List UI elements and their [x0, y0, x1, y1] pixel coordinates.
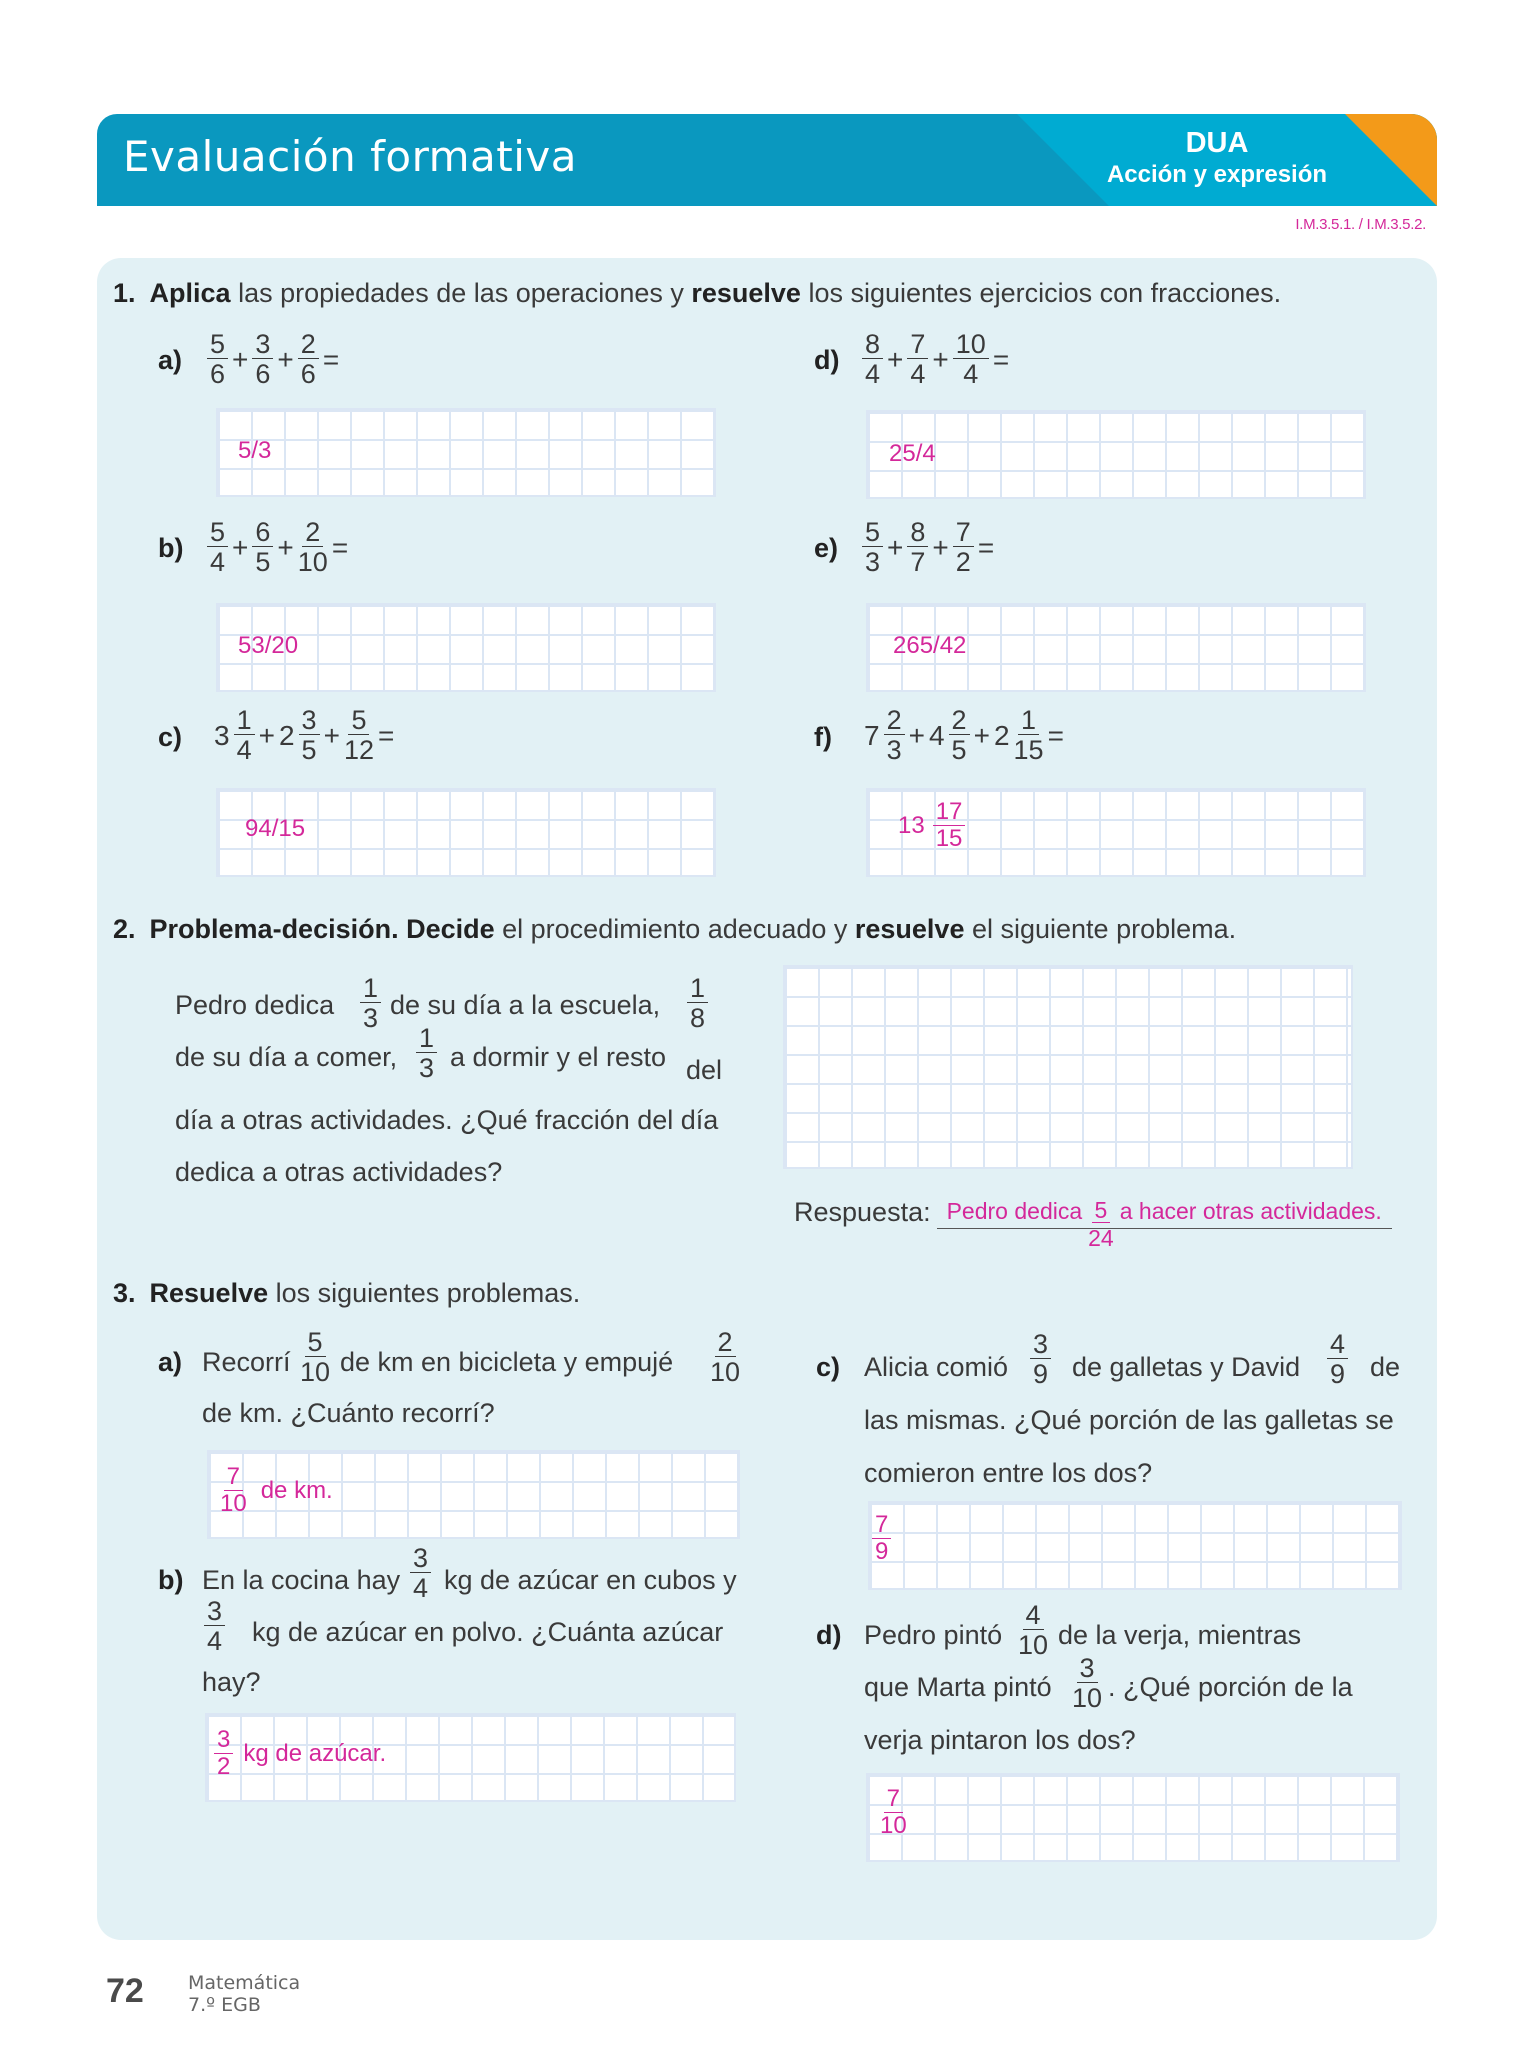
fraction	[907, 330, 928, 389]
text: Pedro dedica	[175, 990, 335, 1020]
numerator: 3	[410, 1544, 431, 1573]
plus-sign: +	[232, 531, 249, 563]
numerator: 3	[299, 706, 320, 735]
problem-3c-text-3: de	[1370, 1352, 1401, 1382]
answer-f	[898, 799, 967, 852]
denominator: 24	[1088, 1225, 1114, 1251]
numerator: 6	[252, 518, 273, 547]
problem-2-line-2c: del	[686, 1055, 723, 1085]
answer-a: 5/3	[238, 437, 272, 464]
question-2-title	[113, 914, 1236, 945]
instruction-text: las propiedades de las operaciones y	[230, 278, 692, 308]
fraction	[949, 706, 970, 765]
numerator: 10	[953, 330, 989, 359]
work-grid-problem-2[interactable]	[783, 965, 1353, 1169]
equals-sign: =	[992, 343, 1010, 375]
problem-3d-text-3: que Marta pintó	[864, 1672, 1052, 1702]
fraction	[862, 330, 883, 389]
expression-f	[862, 706, 1066, 765]
denominator: 4	[963, 359, 979, 389]
fraction	[344, 706, 374, 765]
whole-number: 7	[864, 719, 880, 751]
numerator: 7	[907, 330, 928, 359]
answer-text: a hacer otras actividades.	[1119, 1198, 1382, 1224]
problem-3d-text-4: . ¿Qué porción de la	[1108, 1672, 1353, 1702]
numerator: 2	[298, 330, 319, 359]
numerator: 8	[862, 330, 883, 359]
answer-fraction	[1088, 1198, 1114, 1253]
denominator: 10	[300, 1357, 331, 1387]
numerator: 3	[252, 330, 273, 359]
section-header	[97, 114, 1437, 206]
denominator: 2	[217, 1753, 231, 1780]
denominator: 3	[865, 547, 881, 577]
plus-sign: +	[932, 531, 949, 563]
question-3-title	[113, 1278, 580, 1309]
numerator: 3	[1077, 1654, 1098, 1683]
denominator: 9	[1330, 1359, 1346, 1389]
problem-3d-text-5: verja pintaron los dos?	[864, 1725, 1136, 1755]
whole-number: 4	[928, 719, 945, 751]
answer-fraction	[880, 1786, 907, 1839]
problem-3a-text-3: de km. ¿Cuánto recorrí?	[202, 1398, 495, 1428]
dua-subtitle: Acción y expresión	[1106, 161, 1328, 188]
fraction-3-9	[1028, 1330, 1053, 1389]
plus-sign: +	[887, 531, 904, 563]
answer-grid-a[interactable]	[216, 408, 716, 497]
denominator: 5	[255, 547, 271, 577]
problem-2-line-1	[175, 990, 334, 1021]
verb-bold: Resuelve	[149, 1278, 269, 1308]
instruction-text: el procedimiento adecuado y	[494, 914, 855, 944]
denominator: 5	[951, 735, 967, 765]
numerator: 3	[214, 1727, 233, 1754]
response-line	[794, 1195, 1392, 1251]
answer-3c	[870, 1512, 893, 1565]
denominator: 3	[363, 1003, 379, 1033]
whole-number: 2	[278, 719, 295, 751]
denominator: 10	[880, 1812, 907, 1839]
fraction	[234, 706, 255, 765]
plus-sign: +	[232, 343, 249, 375]
page-number: 72	[106, 1972, 144, 2010]
fraction	[862, 518, 883, 577]
problem-3c-text-5: comieron entre los dos?	[864, 1458, 1153, 1488]
numerator: 5	[1092, 1198, 1111, 1223]
numerator: 1	[1018, 706, 1039, 735]
numerator: 2	[715, 1328, 736, 1357]
grade: 7.º EGB	[188, 1994, 261, 2016]
fraction-3-4	[408, 1544, 433, 1603]
denominator: 10	[1018, 1630, 1049, 1660]
denominator: 9	[1033, 1359, 1049, 1389]
instruction-text: el siguiente problema.	[964, 914, 1237, 944]
fraction	[252, 518, 273, 577]
instruction-text: los siguientes ejercicios con fracciones.	[800, 278, 1282, 308]
dua-badge	[1087, 126, 1347, 190]
fraction-3-10	[1070, 1654, 1104, 1713]
answer-text: Pedro dedica	[946, 1198, 1083, 1224]
equals-sign: =	[377, 719, 395, 751]
plus-sign: +	[932, 343, 949, 375]
equals-sign: =	[331, 531, 349, 563]
fraction	[207, 330, 228, 389]
numerator: 2	[884, 706, 905, 735]
numerator: 1	[687, 974, 708, 1003]
numerator: 2	[302, 518, 323, 547]
denominator: 10	[297, 547, 328, 577]
fraction-4-9	[1325, 1330, 1350, 1389]
denominator: 9	[875, 1538, 889, 1565]
numerator: 2	[949, 706, 970, 735]
expression-b	[205, 518, 350, 577]
problem-2-line-2b: a dormir y el resto	[450, 1042, 667, 1072]
problem-3b-text-2: kg de azúcar en cubos y	[444, 1565, 737, 1595]
verb-bold: Aplica	[149, 278, 231, 308]
whole-number: 3	[214, 719, 230, 751]
response-label: Respuesta:	[794, 1196, 931, 1227]
fraction	[953, 330, 989, 389]
answer-fraction	[872, 1512, 891, 1565]
fraction	[907, 518, 928, 577]
denominator: 4	[910, 359, 926, 389]
fraction-1-8	[685, 974, 710, 1033]
problem-3c-text-2: de galletas y David	[1072, 1352, 1301, 1382]
fraction-5-10	[298, 1328, 332, 1387]
fraction-2-10	[708, 1328, 742, 1387]
fraction	[298, 518, 328, 577]
numerator: 5	[305, 1328, 326, 1357]
numerator: 4	[1327, 1330, 1348, 1359]
denominator: 15	[935, 825, 963, 852]
plus-sign: +	[277, 343, 294, 375]
numerator: 17	[933, 799, 966, 826]
answer-d: 25/4	[889, 440, 936, 467]
problem-3b-text-4: hay?	[202, 1667, 261, 1697]
item-label-e: e)	[814, 533, 839, 563]
numerator: 4	[1023, 1601, 1044, 1630]
item-label-3a: a)	[158, 1347, 183, 1377]
denominator: 10	[220, 1490, 247, 1517]
denominator: 2	[955, 547, 971, 577]
instruction-text: los siguientes problemas.	[268, 1278, 581, 1308]
denominator: 4	[236, 735, 252, 765]
problem-3a-text-1: Recorrí	[202, 1347, 291, 1377]
numerator: 3	[204, 1597, 225, 1626]
answer-whole: 13	[898, 811, 925, 839]
denominator: 3	[419, 1053, 435, 1083]
question-number: 3.	[113, 1278, 136, 1308]
denominator: 12	[343, 735, 374, 765]
answer-text: kg de azúcar.	[243, 1739, 387, 1767]
plus-sign: +	[258, 719, 275, 751]
whole-number: 2	[993, 719, 1010, 751]
denominator: 10	[1072, 1683, 1103, 1713]
problem-2-line-3: día a otras actividades. ¿Qué fracción del día	[175, 1105, 719, 1135]
question-number: 2.	[113, 914, 136, 944]
fraction-1-3-b	[414, 1024, 439, 1083]
problem-2-line-1b: de su día a la escuela,	[390, 990, 661, 1020]
question-number: 1.	[113, 278, 136, 308]
fraction	[252, 330, 273, 389]
item-label-b: b)	[158, 533, 184, 563]
plus-sign: +	[277, 531, 294, 563]
answer-text: de km.	[260, 1476, 333, 1504]
fraction-4-10	[1016, 1601, 1050, 1660]
item-label-c: c)	[158, 722, 183, 752]
plus-sign: +	[323, 719, 340, 751]
item-label-a: a)	[158, 345, 183, 375]
denominator: 6	[300, 359, 316, 389]
numerator: 5	[862, 518, 883, 547]
indicator-codes: I.M.3.5.1. / I.M.3.5.2.	[1295, 216, 1426, 233]
verb-bold: resuelve	[854, 914, 965, 944]
problem-3b-text-1: En la cocina hay	[202, 1565, 401, 1595]
fraction	[953, 518, 974, 577]
numerator: 5	[348, 706, 369, 735]
equals-sign: =	[322, 343, 340, 375]
dua-title: DUA	[1185, 127, 1249, 159]
answer-grid-d[interactable]	[866, 410, 1366, 499]
answer-c: 94/15	[245, 815, 306, 842]
fraction	[884, 706, 905, 765]
numerator: 1	[360, 974, 381, 1003]
answer-fraction	[214, 1727, 233, 1780]
denominator: 10	[710, 1357, 741, 1387]
item-label-3c: c)	[816, 1352, 841, 1382]
problem-3d-text-2: de la verja, mientras	[1058, 1620, 1302, 1650]
page-title: Evaluación formativa	[123, 132, 577, 181]
problem-3d-text-1: Pedro pintó	[864, 1620, 1003, 1650]
fraction	[1014, 706, 1044, 765]
answer-3b	[212, 1727, 386, 1780]
item-label-d: d)	[814, 345, 840, 375]
expression-e	[860, 518, 996, 577]
expression-a	[205, 330, 341, 389]
plus-sign: +	[973, 719, 990, 751]
denominator: 8	[690, 1003, 706, 1033]
denominator: 6	[210, 359, 226, 389]
item-label-3d: d)	[816, 1620, 842, 1650]
numerator: 5	[207, 330, 228, 359]
fraction	[299, 706, 320, 765]
fraction-1-3	[358, 974, 383, 1033]
problem-3c-text-1: Alicia comió	[864, 1352, 1009, 1382]
answer-grid-3d[interactable]	[866, 1773, 1400, 1862]
fraction	[298, 330, 319, 389]
problem-3b-text-3: kg de azúcar en polvo. ¿Cuánta azúcar	[252, 1617, 724, 1647]
denominator: 4	[413, 1573, 429, 1603]
book-info	[188, 1972, 300, 2016]
problem-2-line-2: de su día a comer,	[175, 1042, 398, 1072]
item-label-f: f)	[814, 722, 832, 752]
answer-3d	[878, 1786, 909, 1839]
expression-d	[860, 330, 1011, 389]
equals-sign: =	[1047, 719, 1064, 751]
verb-bold: Problema-decisión. Decide	[149, 914, 495, 944]
plus-sign: +	[908, 719, 925, 751]
answer-e: 265/42	[893, 632, 967, 659]
numerator: 5	[207, 518, 228, 547]
equals-sign: =	[977, 531, 995, 563]
denominator: 4	[865, 359, 881, 389]
answer-fraction	[220, 1464, 247, 1517]
numerator: 1	[416, 1024, 437, 1053]
problem-2-line-4: dedica a otras actividades?	[175, 1157, 503, 1187]
numerator: 7	[884, 1786, 903, 1813]
item-label-3b: b)	[158, 1565, 184, 1595]
plus-sign: +	[887, 343, 904, 375]
denominator: 4	[210, 547, 226, 577]
denominator: 6	[255, 359, 271, 389]
answer-grid-3c[interactable]	[868, 1501, 1402, 1590]
problem-3c-text-4: las mismas. ¿Qué porción de las galletas se	[864, 1405, 1394, 1435]
question-1-title	[113, 278, 1281, 309]
verb-bold: resuelve	[691, 278, 801, 308]
answer-3a	[218, 1464, 333, 1517]
denominator: 5	[301, 735, 317, 765]
denominator: 4	[207, 1626, 223, 1656]
numerator: 7	[224, 1464, 243, 1491]
subject: Matemática	[188, 1972, 301, 1994]
numerator: 1	[234, 706, 255, 735]
response-answer[interactable]	[937, 1195, 1392, 1251]
fraction	[207, 518, 228, 577]
problem-3a-text-2: de km en bicicleta y empujé	[340, 1347, 674, 1377]
numerator: 7	[953, 518, 974, 547]
fraction-3-4-b	[202, 1597, 227, 1656]
expression-c	[212, 706, 396, 765]
answer-b: 53/20	[238, 632, 299, 659]
denominator: 3	[886, 735, 902, 765]
numerator: 7	[872, 1512, 891, 1539]
numerator: 8	[907, 518, 928, 547]
denominator: 7	[910, 547, 926, 577]
numerator: 3	[1030, 1330, 1051, 1359]
answer-fraction	[933, 799, 966, 852]
denominator: 15	[1013, 735, 1044, 765]
